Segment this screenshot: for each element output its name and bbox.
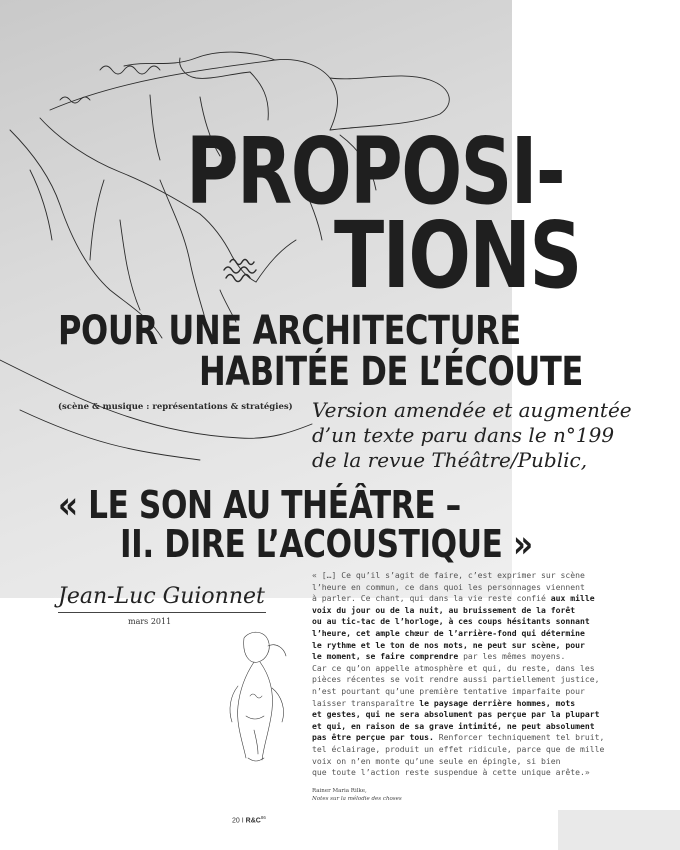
quote-body xyxy=(312,570,644,779)
folio-separator: I xyxy=(241,817,244,825)
citation xyxy=(312,787,402,803)
body-segment: et qui, en raison de sa grave intimité, ne peut absolument xyxy=(312,720,595,731)
body-segment: aux mille xyxy=(550,593,595,604)
magazine-name: R&C xyxy=(245,817,261,825)
body-line xyxy=(312,721,644,733)
body-line xyxy=(312,767,644,779)
author-divider xyxy=(58,612,266,613)
body-segment: n’est pourtant qu’une première tentative imparfaite pour xyxy=(312,685,585,696)
body-segment: l’heure, cet ample chœur de l’arrière-fond qui détermine xyxy=(312,627,585,638)
body-line xyxy=(312,570,644,582)
body-segment: que toute l’action reste suspendue à cette unique arête.» xyxy=(312,767,590,778)
title-line-1: PROPOSI- xyxy=(186,118,565,225)
body-line xyxy=(312,582,644,594)
category-label: (scène & musique : représentations & stratégies) xyxy=(58,402,293,412)
body-segment: à parler. Ce chant, qui dans la vie reste confié xyxy=(312,593,551,604)
body-segment: laisser transparaître xyxy=(312,697,420,708)
body-segment: « […] Ce qu’il s’agit de faire, c’est exprimer sur scène xyxy=(312,570,585,580)
corner-panel xyxy=(558,810,680,850)
body-segment: ou au tic-tac de l’horloge, à ces coups hésitants sonnant xyxy=(312,616,590,627)
quote-title-line-1: « LE SON AU THÉÂTRE – xyxy=(58,483,461,527)
body-line xyxy=(312,686,644,698)
body-segment: Car ce qu’on appelle atmosphère et qui, du reste, dans les xyxy=(312,662,595,673)
body-line xyxy=(312,756,644,768)
body-line xyxy=(312,628,644,640)
body-segment: tel éclairage, produit un effet ridicule, parce que de mille xyxy=(312,743,605,754)
body-segment: pas être perçue par tous. xyxy=(312,732,434,743)
body-segment: voix du jour ou de la nuit, au bruissement de la forêt xyxy=(312,604,576,615)
citation-work: Notes sur la mélodie des choses xyxy=(312,796,402,802)
body-line xyxy=(312,674,644,686)
body-line xyxy=(312,744,644,756)
title-line-2: TIONS xyxy=(334,202,581,309)
body-segment: pièces récentes se voit rendre aussi partiellement justice, xyxy=(312,674,600,685)
version-note-line-1: Version amendée et augmentée xyxy=(312,398,632,422)
page-folio xyxy=(232,815,266,824)
body-line xyxy=(312,616,644,628)
subtitle-line-1: POUR UNE ARCHITECTURE xyxy=(58,308,521,354)
figure-sketch-illustration xyxy=(224,626,304,766)
version-note xyxy=(312,398,632,473)
body-line xyxy=(312,698,644,710)
publication-date: mars 2011 xyxy=(128,617,172,626)
author-name: Jean-Luc Guionnet xyxy=(58,584,265,609)
body-line xyxy=(312,640,644,652)
body-segment: le moment, se faire comprendre xyxy=(312,651,464,662)
body-line xyxy=(312,732,644,744)
issue-number: 86 xyxy=(260,815,266,820)
body-line xyxy=(312,663,644,675)
body-segment: le paysage derrière hommes, mots xyxy=(419,697,576,708)
body-segment: l’heure en commun, ce dans quoi les personnages viennent xyxy=(312,581,585,592)
citation-author: Rainer Maria Rilke, xyxy=(312,788,367,794)
body-segment: et gestes, qui ne sera absolument pas perçue par la plupart xyxy=(312,709,600,720)
subtitle-line-2: HABITÉE DE L’ÉCOUTE xyxy=(199,349,583,395)
body-line xyxy=(312,709,644,721)
body-line xyxy=(312,593,644,605)
body-line xyxy=(312,651,644,663)
version-note-line-3: de la revue Théâtre/Public, xyxy=(312,448,588,472)
body-segment: voix on n’en monte qu’une seule en épingle, si bien xyxy=(312,755,561,766)
page-number: 20 xyxy=(232,817,240,825)
quote-title-line-2: II. DIRE L’ACOUSTIQUE » xyxy=(120,522,533,566)
body-segment: par les mêmes moyens. xyxy=(463,651,566,662)
body-segment: le rythme et le ton de nos mots, ne peut sur scène, pour xyxy=(312,639,585,650)
version-note-line-2: d’un texte paru dans le n°199 xyxy=(312,423,615,447)
body-line xyxy=(312,605,644,617)
body-segment: Renforcer techniquement tel bruit, xyxy=(433,732,605,743)
